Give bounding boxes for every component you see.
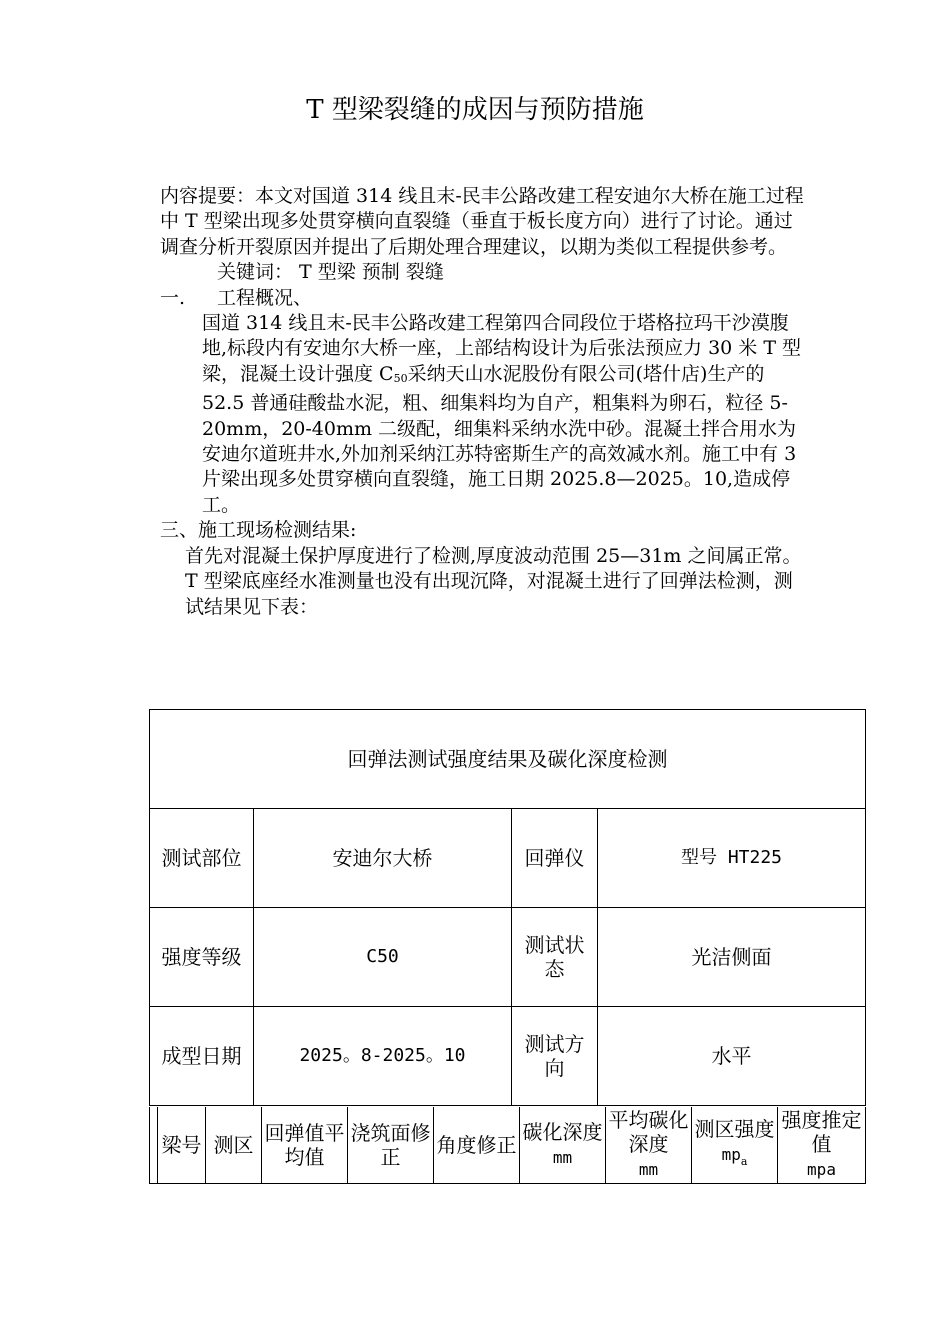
overview-subscript: 50 <box>393 371 408 385</box>
strength-estimate-unit: mpa <box>807 1160 836 1179</box>
zone-strength-unit: mp <box>721 1144 741 1164</box>
header-zone: 测区 <box>206 1107 262 1184</box>
test-condition-label: 测试状态 <box>512 908 598 1007</box>
document-body <box>160 184 810 620</box>
casting-date-value: 2025。8-2025。10 <box>254 1007 512 1106</box>
table-row <box>150 908 866 1007</box>
section3-heading: 三、施工现场检测结果: <box>160 519 357 542</box>
header-strength-estimate <box>778 1107 866 1184</box>
abstract-paragraph: 内容提要：本文对国道 314 线且末-民丰公路改建工程安迪尔大桥在施工过程中 T 型梁出现多处贯穿横向直裂缝（垂直于板长度方向）进行了讨论。通过调查分析开裂原因并提出了后期处理合理建议，以期为类似工程提供参考。 <box>160 185 804 258</box>
header-beam-no: 梁号 <box>158 1107 206 1184</box>
header-rebound-avg: 回弹值平均值 <box>262 1107 348 1184</box>
avg-carb-depth-label: 平均碳化深度 <box>608 1108 689 1156</box>
test-direction-label: 测试方向 <box>512 1007 598 1106</box>
strength-grade-value: C50 <box>254 908 512 1007</box>
section1-title: 工程概况、 <box>217 286 313 309</box>
strength-grade-label: 强度等级 <box>150 908 254 1007</box>
table-row <box>150 809 866 908</box>
inspection-paragraph: 首先对混凝土保护厚度进行了检测,厚度波动范围 25—31m 之间属正常。T 型梁底座经水准测量也没有出现沉降，对混凝土进行了回弹法检测，测试结果见下表： <box>185 544 802 618</box>
table-header-row <box>158 1107 866 1184</box>
header-carbonation-depth <box>520 1107 606 1184</box>
project-overview-paragraph <box>160 311 810 518</box>
header-zone-strength <box>692 1107 778 1184</box>
keywords-line: 关键词： T 型梁 预制 裂缝 <box>217 261 444 284</box>
overview-text-part2: 采纳天山水泥股份有限公司(塔什店)生产的 52.5 普通硅酸盐水泥，粗、细集料均为自产，粗集料为卵石，粒径 5-20mm，20-40mm 二级配，细集料采纳水洗中砂。混凝土拌合用水为安迪尔道班井水,外加剂采纳江苏特密斯生产的高效减水剂。施工中有 3 片梁出现多处贯穿横向直裂缝，施工日期 2025.8—2025。10,造成停工。 <box>202 362 797 516</box>
strength-estimate-label: 强度推定值 <box>781 1108 862 1156</box>
zone-strength-unit-sub: a <box>740 1154 748 1168</box>
zone-strength-label: 测区强度 <box>694 1116 775 1141</box>
section1-number: 一. <box>160 286 186 309</box>
rebound-data-header-table <box>157 1107 866 1184</box>
document-title: T 型梁裂缝的成因与预防措施 <box>306 95 644 125</box>
carb-depth-label: 碳化深度 <box>522 1120 603 1144</box>
rebound-test-table <box>149 709 866 1106</box>
rebound-meter-label: 回弹仪 <box>512 809 598 908</box>
test-direction-value: 水平 <box>598 1007 866 1106</box>
test-location-value: 安迪尔大桥 <box>254 809 512 908</box>
header-avg-carbonation-depth <box>606 1107 692 1184</box>
test-location-label: 测试部位 <box>150 809 254 908</box>
table-caption: 回弹法测试强度结果及碳化深度检测 <box>150 710 866 809</box>
section1-heading <box>160 286 810 311</box>
table-row <box>150 1007 866 1106</box>
overview-text-part1: 国道 314 线且末-民丰公路改建工程第四合同段位于塔格拉玛干沙漠腹地,标段内有安迪尔大桥一座，上部结构设计为后张法预应力 30 米 T 型梁，混凝土设计强度 C <box>202 312 802 385</box>
casting-date-label: 成型日期 <box>150 1007 254 1106</box>
carb-depth-unit: mm <box>552 1148 573 1167</box>
header-pour-face-correction: 浇筑面修正 <box>348 1107 434 1184</box>
test-condition-value: 光洁侧面 <box>598 908 866 1007</box>
avg-carb-depth-unit: mm <box>638 1160 659 1179</box>
rebound-meter-value: 型号 HT225 <box>598 809 866 908</box>
header-angle-correction: 角度修正 <box>434 1107 520 1184</box>
